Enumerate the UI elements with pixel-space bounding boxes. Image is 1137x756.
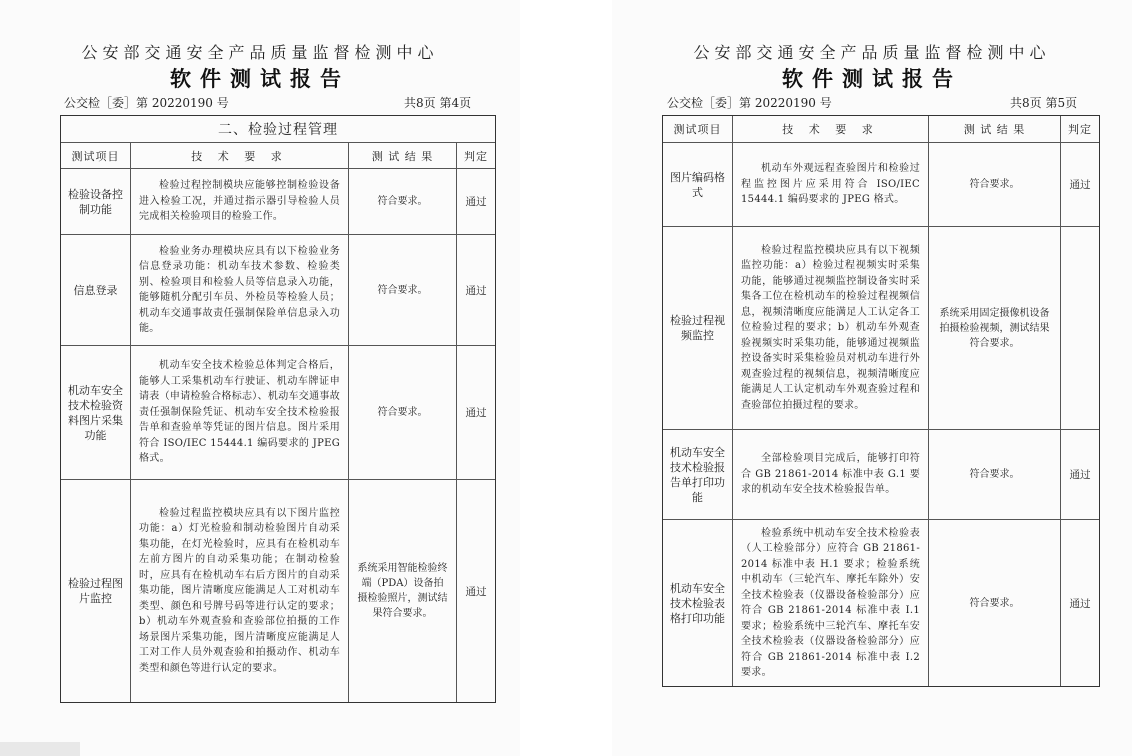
- page-shadow: [0, 742, 80, 756]
- header-result: 测 试 结 果: [929, 116, 1061, 142]
- row-verdict: 通过: [465, 407, 487, 419]
- row-result: 符合要求。: [929, 430, 1061, 519]
- row-verdict: 通过: [465, 585, 487, 598]
- row-requirement: 机动车外观远程查验图片和检验过程监控图片应采用符合 ISO/IEC 15444.1 编码要求的 JPEG 格式。: [733, 143, 929, 226]
- row-result: 符合要求。: [349, 235, 457, 345]
- header-result: 测 试 结 果: [349, 143, 457, 168]
- row-item: 检验过程视频监控: [663, 227, 733, 429]
- table-row: [61, 235, 495, 346]
- org-name: 公安部交通安全产品质量监督检测中心: [81, 43, 439, 62]
- header-verdict: 判定: [464, 149, 488, 163]
- row-verdict: 通过: [1069, 469, 1091, 481]
- row-item: 检验设备控制功能: [61, 169, 131, 234]
- table-header-row: [61, 143, 495, 169]
- table-row: [61, 480, 495, 702]
- row-verdict: [1061, 227, 1099, 429]
- row-result: 符合要求。: [929, 520, 1061, 686]
- page-info: 共8页 第4页: [404, 96, 472, 110]
- row-verdict: 通过: [1069, 179, 1091, 191]
- report-title: 软件测试报告: [170, 66, 350, 91]
- row-requirement: 检验过程监控模块应具有以下图片监控功能：a）灯光检验和制动检验图片自动采集功能，在灯光检验时，应具有在检机动车左前方图片的自动采集功能；在制动检验时，应具有在检机动车右后方图片的自动采集功能，图片清晰度应能满足人工对机动车类型、颜色和号牌号码等进行认定的要求；b）机动车外观查验和查验部位拍摄的工作场景图片采集功能，图片清晰度应能满足人工对工作人员外观查验和拍摄动作、机动车类型和颜色等进行认定的要求。: [131, 480, 349, 702]
- table-row: [663, 520, 1099, 686]
- row-result: 符合要求。: [929, 143, 1061, 226]
- table-row: [61, 169, 495, 235]
- row-item: 机动车安全技术检验表格打印功能: [663, 520, 733, 686]
- header-verdict: 判定: [1068, 123, 1092, 136]
- header-requirement: 技 术 要 求: [733, 116, 929, 142]
- doc-number: 公交检［委］第 20220190 号: [667, 96, 832, 110]
- report-page-4: [0, 0, 520, 756]
- header-requirement: 技 术 要 求: [131, 143, 349, 168]
- row-verdict: 通过: [465, 196, 487, 208]
- page-info: 共8页 第5页: [1010, 96, 1078, 110]
- table-row: [663, 430, 1099, 520]
- test-table: [662, 115, 1100, 687]
- table-header-row: [663, 116, 1099, 143]
- doc-number: 公交检［委］第 20220190 号: [64, 96, 229, 110]
- row-item: 信息登录: [61, 235, 131, 345]
- row-requirement: 检验过程控制模块应能够控制检验设备进入检验工况，并通过指示器引导检验人员完成相关检验项目的检验工作。: [131, 169, 349, 234]
- test-table: [60, 115, 496, 703]
- row-verdict: 通过: [465, 284, 487, 297]
- row-result: 符合要求。: [349, 169, 457, 234]
- row-item: 图片编码格式: [663, 143, 733, 226]
- row-requirement: 检验系统中机动车安全技术检验表（人工检验部分）应符合 GB 21861-2014 标准中表 H.1 要求；检验系统中机动车（三轮汽车、摩托车除外）安全技术检验表（仪器设备检验部分）应符合 GB 21861-2014 标准中表 I.1 要求；检验系统中三轮汽车、摩托车安全技术检验表（仪器设备检验部分）应符合 GB 21861-2014 标准中表 I.2 要求。: [733, 520, 929, 686]
- org-name: 公安部交通安全产品质量监督检测中心: [693, 43, 1051, 62]
- row-result: 符合要求。: [349, 346, 457, 479]
- row-result: 系统采用固定摄像机设备拍摄检验视频，测试结果符合要求。: [929, 227, 1061, 429]
- row-item: 机动车安全技术检验报告单打印功能: [663, 430, 733, 519]
- header-item: 测试项目: [663, 116, 733, 142]
- table-row: [61, 346, 495, 480]
- row-requirement: 机动车安全技术检验总体判定合格后，能够人工采集机动车行驶证、机动车牌证申请表（申请检验合格标志）、机动车交通事故责任强制保险凭证、机动车安全技术检验报告单和查验单等凭证的图片信息。图片采用符合 ISO/IEC 15444.1 编码要求的 JPEG 格式。: [131, 346, 349, 479]
- row-verdict: 通过: [1069, 597, 1091, 610]
- table-row: [663, 143, 1099, 227]
- report-page-5: [612, 0, 1132, 756]
- row-requirement: 检验过程监控模块应具有以下视频监控功能：a）检验过程视频实时采集功能，能够通过视频监控制设备实时采集各工位在检机动车的检验过程视频信息，视频清晰度应能满足人工认定各工位检验过程的要求；b）机动车外观查验视频实时采集功能，能够通过视频监控设备实时采集检验员对机动车进行外观查验过程的视频信息，视频清晰度应能满足人工认定机动车外观查验过程和查验部位拍摄过程的要求。: [733, 227, 929, 429]
- row-item: 机动车安全技术检验资料图片采集功能: [61, 346, 131, 479]
- row-requirement: 全部检验项目完成后，能够打印符合 GB 21861-2014 标准中表 G.1 要求的机动车安全技术检验报告单。: [733, 430, 929, 519]
- report-title: 软件测试报告: [782, 66, 962, 91]
- row-result: 系统采用智能检验终端（PDA）设备拍摄检验照片，测试结果符合要求。: [349, 480, 457, 702]
- section-title: 二、检验过程管理: [61, 116, 495, 143]
- row-requirement: 检验业务办理模块应具有以下检验业务信息登录功能：机动车技术参数、检验类别、检验项目和检验人员等信息录入功能，能够随机分配引车员、外检员等检验人员；机动车交通事故责任强制保险单信息录入功能。: [131, 235, 349, 345]
- header-item: 测试项目: [61, 143, 131, 168]
- row-item: 检验过程图片监控: [61, 480, 131, 702]
- table-row: [663, 227, 1099, 430]
